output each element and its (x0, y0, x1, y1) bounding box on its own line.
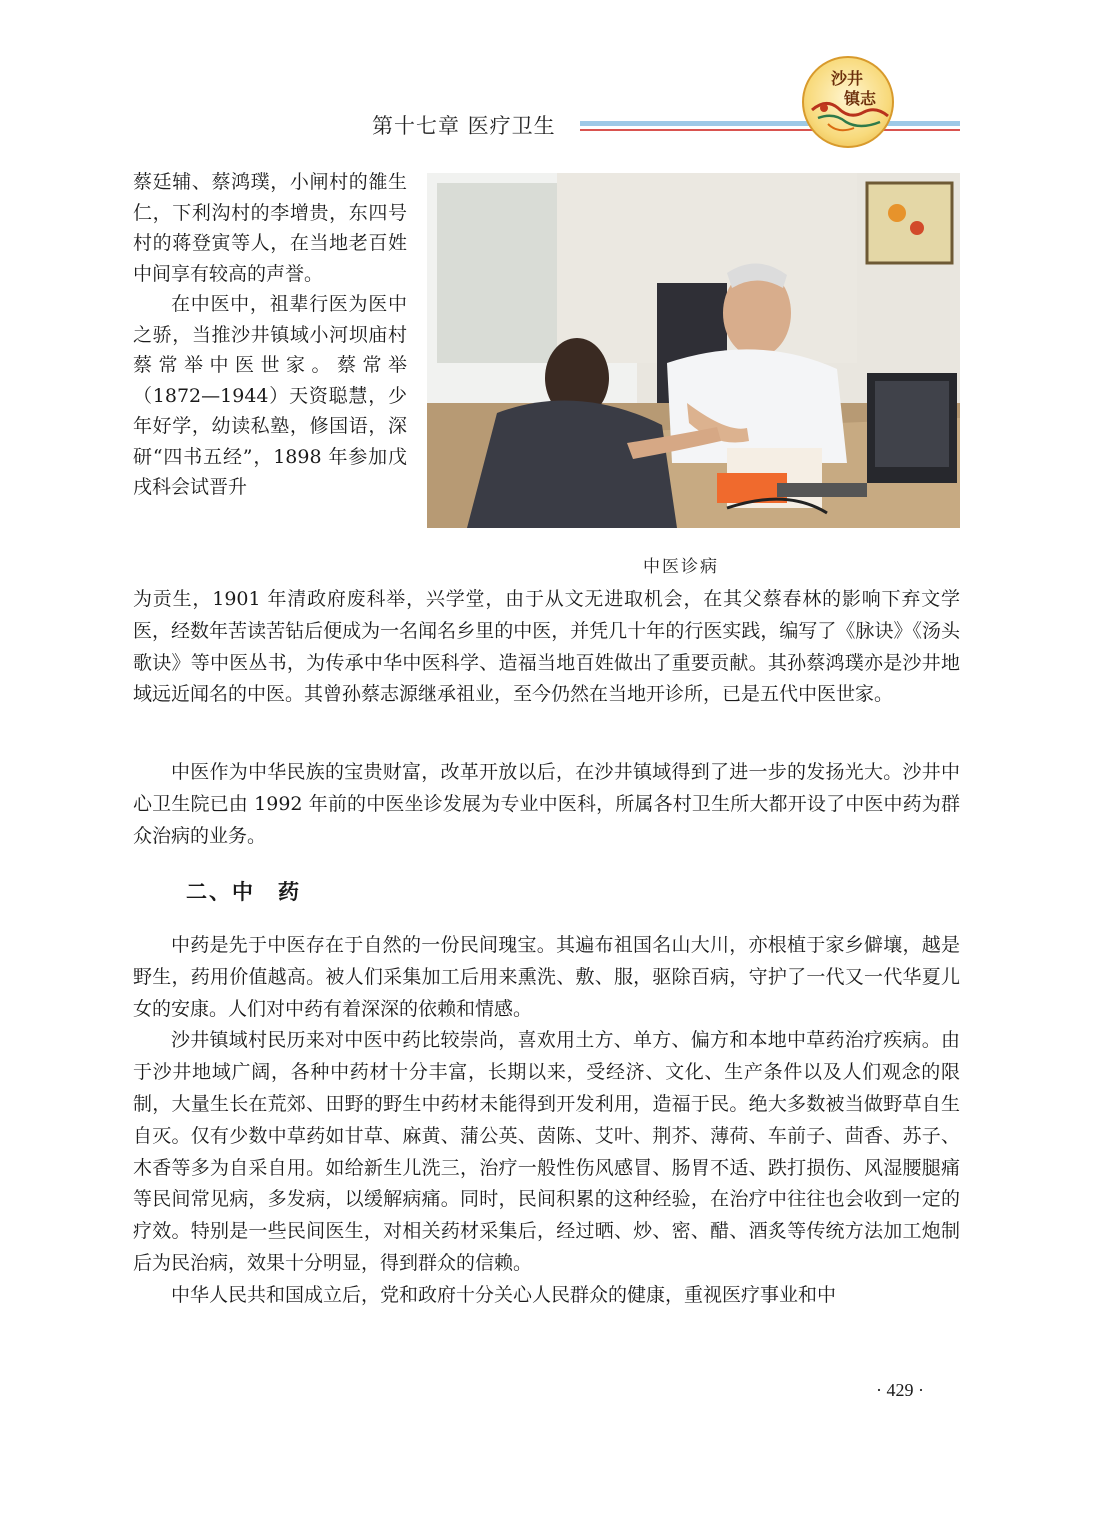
wrapped-text-column (133, 167, 407, 503)
seal-text-line2: 镇志 (844, 89, 877, 108)
seal-text-line1: 沙井 (831, 69, 864, 88)
body-text-1 (133, 584, 960, 711)
doctor-consultation-image (427, 173, 960, 528)
paragraph: 中药是先于中医存在于自然的一份民间瑰宝。其遍布祖国名山大川，亦根植于家乡僻壤，越是野生，药用价值越高。被人们采集加工后用来熏洗、敷、服，驱除百病，守护了一代又一代华夏儿女的安康。人们对中药有着深深的依赖和情感。 (133, 934, 960, 1020)
paragraph: 沙井镇域村民历来对中医中药比较崇尚，喜欢用土方、单方、偏方和本地中草药治疗疾病。由于沙井地域广阔，各种中药材十分丰富，长期以来，受经济、文化、生产条件以及人们观念的限制，大量生长在荒郊、田野的野生中药材未能得到开发利用，造福于民。绝大多数被当做野草自生自灭。仅有少数中草药如甘草、麻黄、蒲公英、茵陈、艾叶、荆芥、薄荷、车前子、茴香、苏子、木香等多为自采自用。如给新生儿洗三，治疗一般性伤风感冒、肠胃不适、跌打损伤、风湿腰腿痛等民间常见病，多发病，以缓解病痛。同时，民间积累的这种经验，在治疗中往往也会收到一定的疗效。特别是一些民间医生，对相关药材采集后，经过晒、炒、密、醋、酒炙等传统方法加工炮制后为民治病，效果十分明显，得到群众的信赖。 (133, 1029, 960, 1274)
paragraph: 在中医中，祖辈行医为医中之骄，当推沙井镇域小河坝庙村蔡常举中医世家。蔡常举（1872—1944）天资聪慧，少年好学，幼读私塾，修国语，深研“四书五经”，1898 年参加戊戌科会试晋升 (133, 293, 407, 498)
paragraph: 中华人民共和国成立后，党和政府十分关心人民群众的健康，重视医疗事业和中 (171, 1283, 837, 1306)
body-text-3 (133, 930, 960, 1312)
photo-caption: 中医诊病 (643, 557, 719, 577)
clinic-photo (427, 173, 960, 528)
header-rule-red (580, 129, 960, 131)
body-text-2 (133, 757, 960, 852)
paragraph: 中医作为中华民族的宝贵财富，改革开放以后，在沙井镇域得到了进一步的发扬光大。沙井中心卫生院已由 1992 年前的中医坐诊发展为专业中医科，所属各村卫生所大都开设了中医中药为群众治病的业务。 (133, 761, 960, 847)
paragraph: 为贡生，1901 年清政府废科举，兴学堂，由于从文无进取机会，在其父蔡春林的影响下弃文学医，经数年苦读苦钻后便成为一名闻名乡里的中医，并凭几十年的行医实践，编写了《脉诀》《汤头歌诀》等中医丛书，为传承中华中医科学、造福当地百姓做出了重要贡献。其孙蔡鸿璞亦是沙井地域远近闻名的中医。其曾孙蔡志源继承祖业，至今仍然在当地开诊所，已是五代中医世家。 (133, 588, 960, 706)
chapter-title: 第十七章 医疗卫生 (372, 114, 556, 138)
header-rule-blue (580, 121, 960, 126)
section-heading: 二、中 药 (186, 880, 301, 904)
gazetteer-seal-logo (802, 56, 894, 148)
page-number: · 429 · (876, 1380, 924, 1400)
paragraph: 蔡廷辅、蔡鸿璞，小闸村的雒生仁，下利沟村的李增贵，东四号村的蒋登寅等人，在当地老百姓中间享有较高的声誉。 (133, 171, 407, 285)
